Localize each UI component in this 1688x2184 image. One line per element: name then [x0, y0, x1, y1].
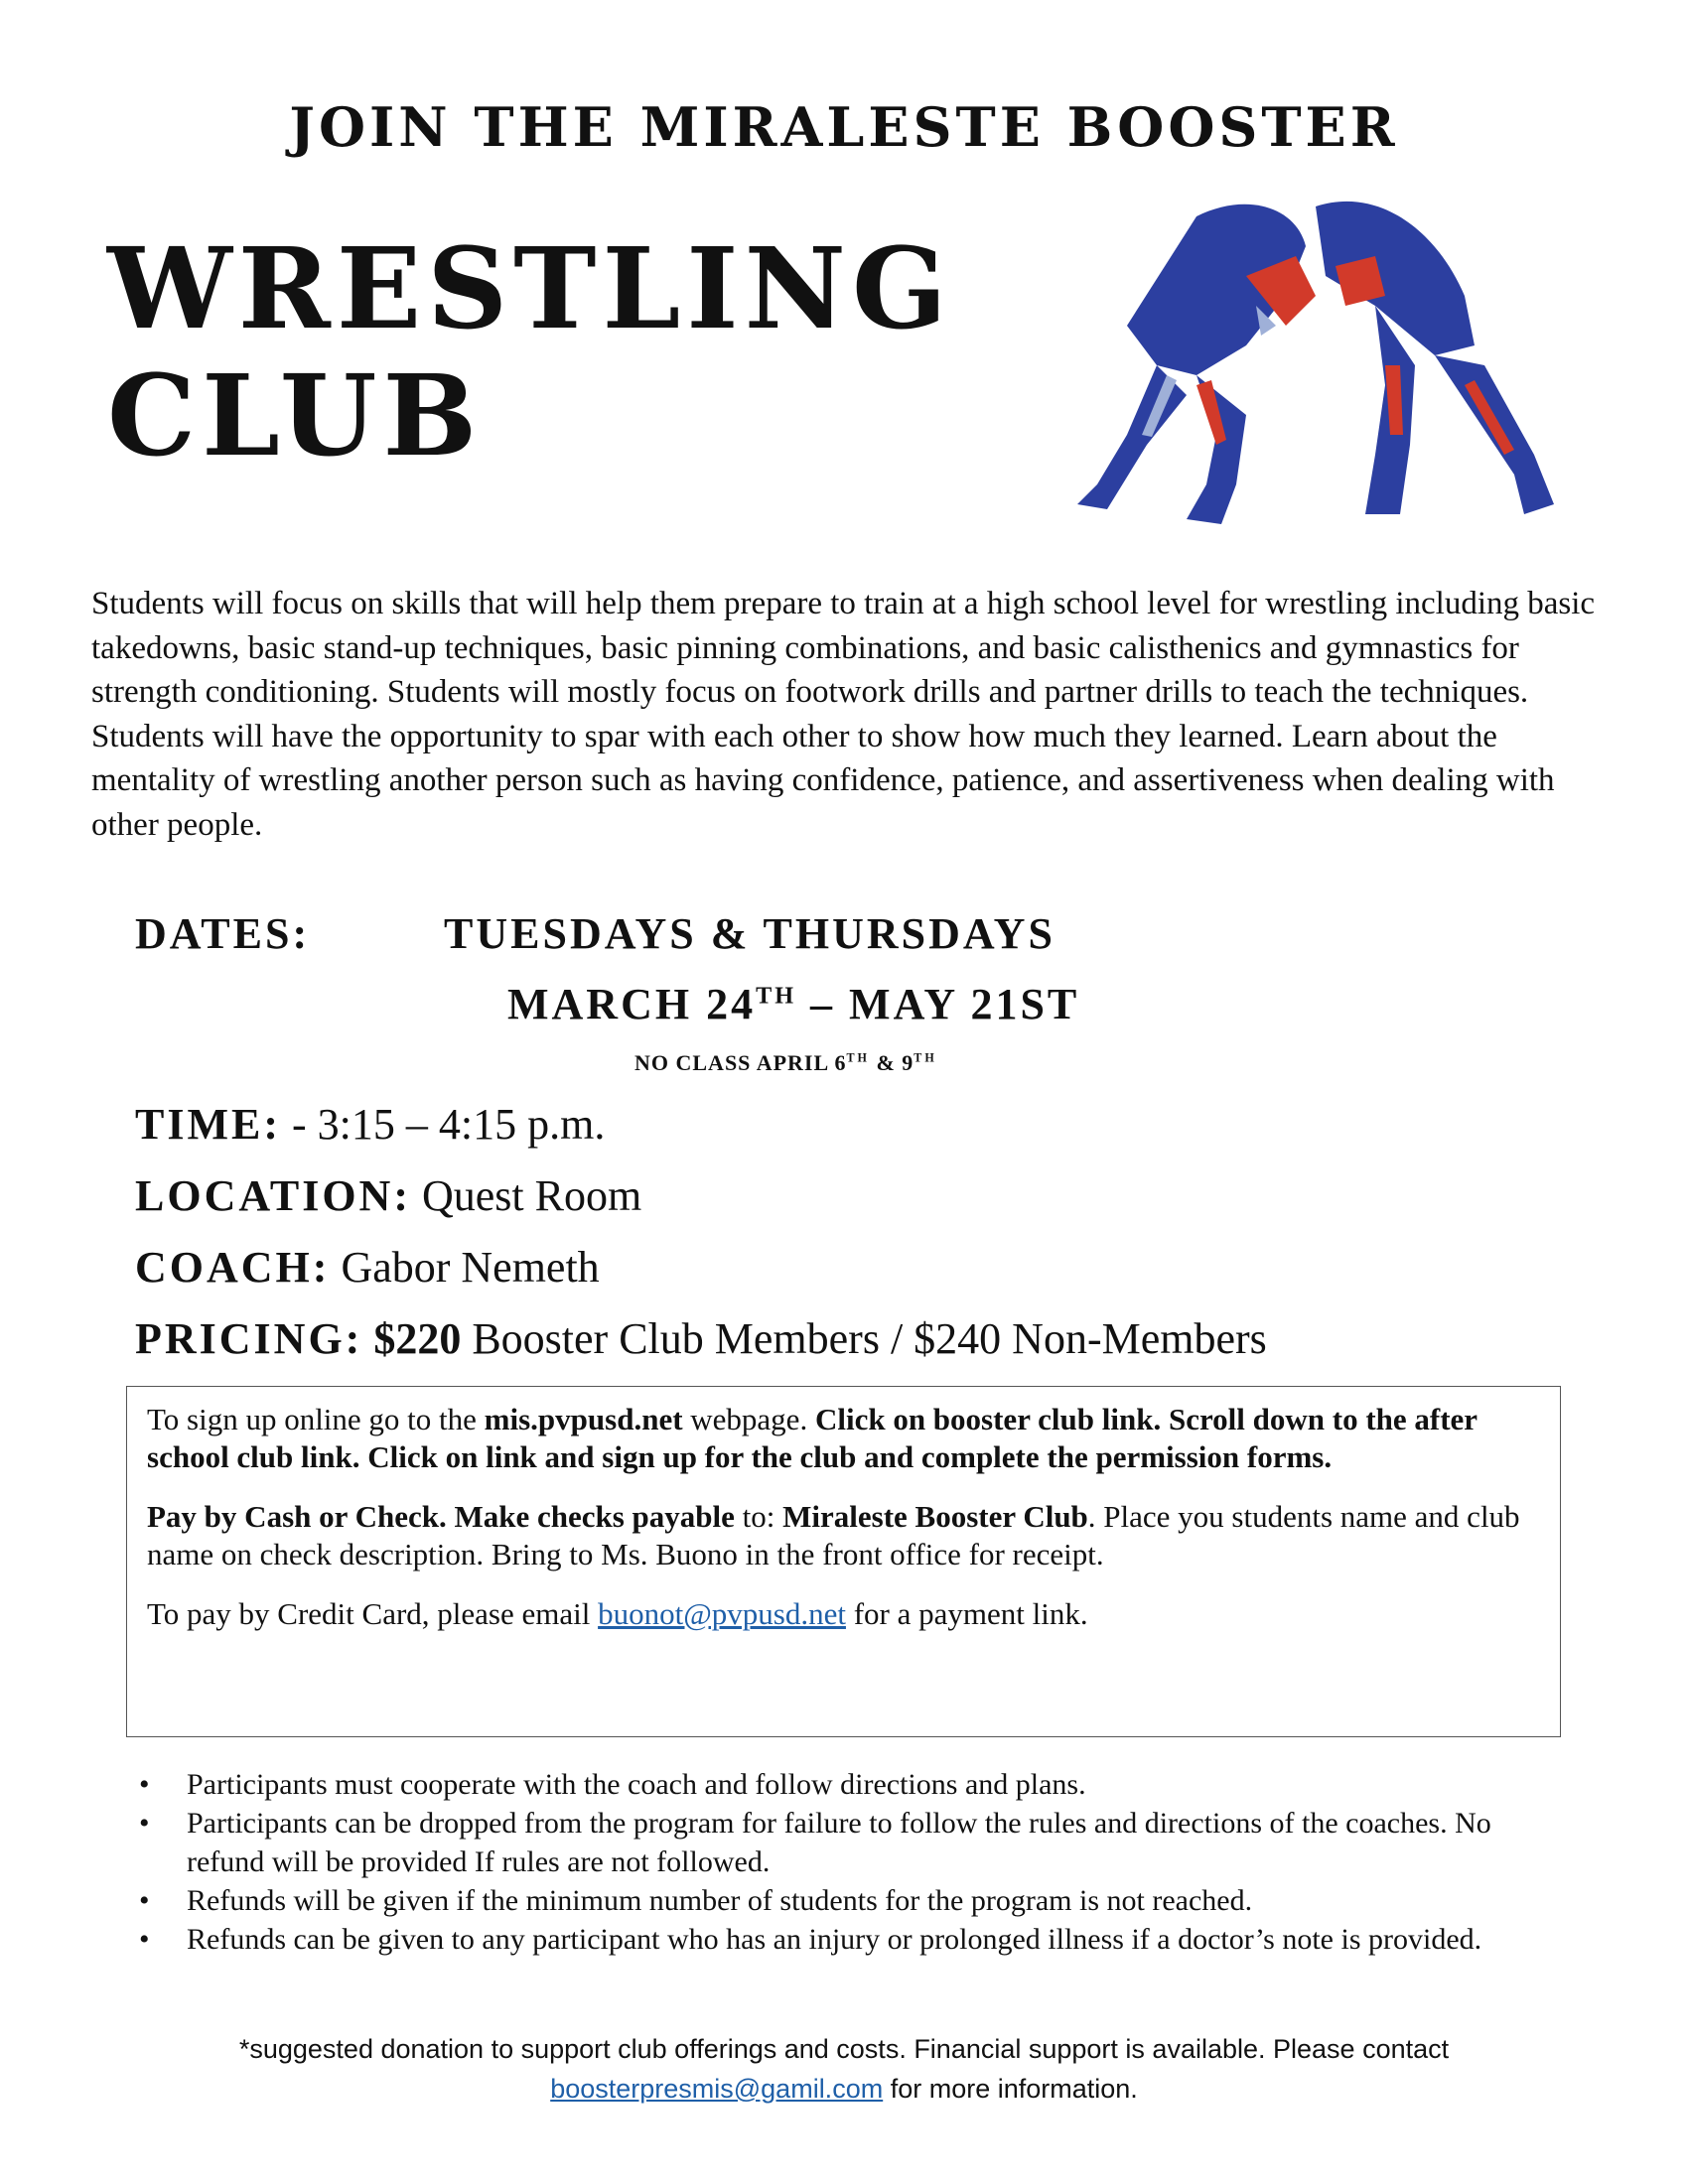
time-label: TIME:	[135, 1100, 281, 1149]
no-class-a: NO CLASS APRIL 6	[634, 1050, 847, 1075]
text: Click on booster club link. Scroll down to the after school club link. Click on link and sign up for the club and complete the permission forms.	[147, 1402, 1477, 1474]
range-start-sup: TH	[756, 982, 797, 1010]
footer-note	[0, 2029, 1688, 2109]
location-row	[135, 1170, 641, 1221]
time-row	[135, 1099, 605, 1150]
payment-email-link[interactable]: buonot@pvpusd.net	[598, 1596, 846, 1631]
coach-row	[135, 1242, 600, 1293]
text: To sign up online go to the	[147, 1402, 485, 1436]
dates-days: TUESDAYS & THURSDAYS	[444, 909, 1055, 958]
signup-instructions	[147, 1401, 1540, 1476]
no-class-note	[634, 1050, 937, 1076]
pricing-label: PRICING:	[135, 1314, 363, 1363]
location-label: LOCATION:	[135, 1171, 411, 1220]
time-value: - 3:15 – 4:15 p.m.	[281, 1100, 606, 1149]
pricing-row	[135, 1313, 1267, 1364]
location-value: Quest Room	[410, 1171, 642, 1220]
flyer-heading: JOIN THE MIRALESTE BOOSTER	[289, 95, 1399, 159]
payment-instructions	[147, 1498, 1540, 1573]
coach-label: COACH:	[135, 1243, 331, 1292]
club-description: Students will focus on skills that will help them prepare to train at a high school level for wrestling including basic takedowns, basic stand-up techniques, basic pinning combinations, and basic calisthenics and gymnastics for strength conditioning. Students will mostly focus on footwork drills and partner drills to teach the techniques. Students will have the opportunity to spar with each other to show how much they learned. Learn about the mentality of wrestling another person such as having confidence, patience, and assertiveness when dealing with other people.	[91, 586, 1596, 843]
no-class-sup2: TH	[914, 1050, 937, 1065]
club-title	[107, 226, 953, 480]
text: for a payment link.	[845, 1596, 1088, 1631]
site-name: mis.pvpusd.net	[484, 1402, 683, 1436]
footer-line1: *suggested donation to support club offerings and costs. Financial support is available. Please contact	[238, 2034, 1450, 2064]
no-class-sup1: TH	[846, 1050, 870, 1065]
range-end: – MAY 21ST	[796, 980, 1080, 1028]
text: to:	[734, 1499, 783, 1534]
date-range	[507, 979, 1079, 1029]
rule-item: • Refunds will be given if the minimum number of students for the program is not reached.	[139, 1881, 1569, 1920]
text: webpage.	[682, 1402, 808, 1436]
no-class-b: & 9	[869, 1050, 914, 1075]
club-title-line2: CLUB	[107, 351, 484, 481]
dates-label: DATES:	[135, 909, 311, 958]
text: To pay by Credit Card, please email	[147, 1596, 599, 1631]
coach-value: Gabor Nemeth	[330, 1243, 600, 1292]
text: . Place you students name and club name on check description. Bring to Ms. Buono in the front office for receipt.	[147, 1499, 1520, 1571]
pricing-detail: Booster Club Members / $240 Non-Members	[461, 1314, 1267, 1363]
payee: Miraleste Booster Club	[782, 1499, 1088, 1534]
rule-item: • Participants can be dropped from the program for failure to follow the rules and directions of the coaches. No refund will be provided If rules are not followed.	[139, 1804, 1569, 1881]
text: Pay by Cash or Check. Make checks payable	[147, 1499, 735, 1534]
wrestlers-illustration	[1048, 187, 1574, 554]
rule-item: • Participants must cooperate with the coach and follow directions and plans.	[139, 1765, 1569, 1804]
booster-email-link[interactable]: boosterpresmis@gamil.com	[550, 2074, 884, 2104]
rules-list	[139, 1765, 1569, 1959]
signup-box	[126, 1386, 1561, 1737]
rule-item: • Refunds can be given to any participant who has an injury or prolonged illness if a doctor’s note is provided.	[139, 1920, 1569, 1959]
member-price: $220	[362, 1314, 462, 1363]
credit-card-instructions	[147, 1595, 1540, 1633]
range-start: MARCH 24	[507, 980, 757, 1028]
dates-row	[135, 908, 1055, 959]
club-title-line1: WRESTLING	[107, 224, 953, 354]
footer-line2	[0, 2069, 1688, 2109]
footer-line2-rest: for more information.	[883, 2074, 1138, 2104]
